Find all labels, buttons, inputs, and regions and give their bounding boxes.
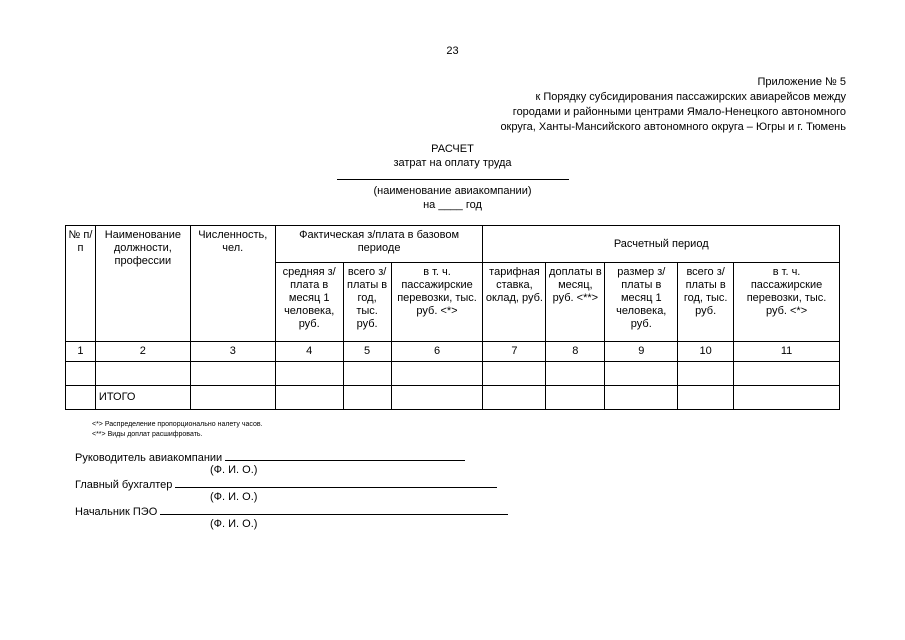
- table-cell: [734, 362, 840, 386]
- appendix-header: [500, 75, 846, 135]
- header-calc-group: Расчетный период: [483, 226, 840, 263]
- appendix-line: Приложение № 5: [757, 76, 846, 88]
- table-cell: [190, 386, 275, 410]
- total-label: ИТОГО: [95, 386, 190, 410]
- header-tariff: тарифная ставка, оклад, руб.: [483, 263, 546, 342]
- table-cell: [66, 386, 96, 410]
- column-number: 7: [483, 342, 546, 362]
- table-row: [66, 362, 840, 386]
- signature-director: [75, 450, 465, 464]
- table-cell: [391, 386, 483, 410]
- page-number: 23: [446, 45, 459, 57]
- signature-line: [225, 450, 465, 461]
- header-passenger-calc: в т. ч. пассажирские перевозки, тыс. руб. <*>: [734, 263, 840, 342]
- header-num: № п/п: [66, 226, 96, 342]
- signature-caption: (Ф. И. О.): [210, 491, 258, 503]
- signature-caption: (Ф. И. О.): [210, 464, 258, 476]
- table-cell: [95, 362, 190, 386]
- footnote: <*> Распределение пропорционально налету часов.: [92, 421, 263, 428]
- signature-role: Главный бухгалтер: [75, 479, 173, 491]
- table-cell: [483, 386, 546, 410]
- airline-caption: (наименование авиакомпании): [373, 185, 532, 197]
- table-cell: [546, 362, 605, 386]
- table-cell: [275, 386, 343, 410]
- table-cell: [343, 362, 391, 386]
- header-position: Наименование должности, профессии: [95, 226, 190, 342]
- total-row: [66, 386, 840, 410]
- signature-accountant: [75, 477, 497, 491]
- footnote: <**> Виды доплат расшифровать.: [92, 431, 203, 438]
- calculation-table: [65, 225, 840, 410]
- header-actual-group: Фактическая з/плата в базовом периоде: [275, 226, 483, 263]
- signature-line: [175, 477, 497, 488]
- signature-line: [160, 504, 508, 515]
- table-cell: [546, 386, 605, 410]
- column-number-row: [66, 342, 840, 362]
- header-annual-total-calc: всего з/платы в год, тыс. руб.: [678, 263, 734, 342]
- document-subtitle: затрат на оплату труда: [393, 157, 512, 169]
- table-cell: [483, 362, 546, 386]
- signature-peo-head: [75, 504, 508, 518]
- table-cell: [391, 362, 483, 386]
- table-cell: [190, 362, 275, 386]
- footnotes: [92, 420, 263, 440]
- column-number: 5: [343, 342, 391, 362]
- header-annual-total: всего з/платы в год, тыс. руб.: [343, 263, 391, 342]
- header-headcount: Численность, чел.: [190, 226, 275, 342]
- header-monthly-size: размер з/платы в месяц 1 человека, руб.: [605, 263, 678, 342]
- column-number: 4: [275, 342, 343, 362]
- table-cell: [275, 362, 343, 386]
- signature-role: Начальник ПЭО: [75, 506, 158, 518]
- column-number: 10: [678, 342, 734, 362]
- column-number: 9: [605, 342, 678, 362]
- table-cell: [343, 386, 391, 410]
- column-number: 11: [734, 342, 840, 362]
- column-number: 8: [546, 342, 605, 362]
- signature-caption: (Ф. И. О.): [210, 518, 258, 530]
- table-cell: [605, 362, 678, 386]
- signature-role: Руководитель авиакомпании: [75, 452, 223, 464]
- column-number: 6: [391, 342, 483, 362]
- year-line: на ____ год: [423, 199, 482, 211]
- airline-name-line: [337, 179, 569, 180]
- table-cell: [678, 362, 734, 386]
- column-number: 2: [95, 342, 190, 362]
- column-number: 3: [190, 342, 275, 362]
- header-bonus: доплаты в месяц, руб. <**>: [546, 263, 605, 342]
- appendix-line: городами и районными центрами Ямало-Ненецкого автономного: [512, 106, 846, 118]
- header-avg-monthly: средняя з/плата в месяц 1 человека, руб.: [275, 263, 343, 342]
- document-title-block: [0, 142, 905, 212]
- appendix-line: к Порядку субсидирования пассажирских авиарейсов между: [535, 91, 846, 103]
- table-cell: [605, 386, 678, 410]
- table-cell: [66, 362, 96, 386]
- header-passenger-base: в т. ч. пассажирские перевозки, тыс. руб. <*>: [391, 263, 483, 342]
- table-cell: [678, 386, 734, 410]
- table-cell: [734, 386, 840, 410]
- document-title: РАСЧЕТ: [431, 143, 474, 155]
- column-number: 1: [66, 342, 96, 362]
- appendix-line: округа, Ханты-Мансийского автономного округа – Югры и г. Тюмень: [500, 121, 846, 133]
